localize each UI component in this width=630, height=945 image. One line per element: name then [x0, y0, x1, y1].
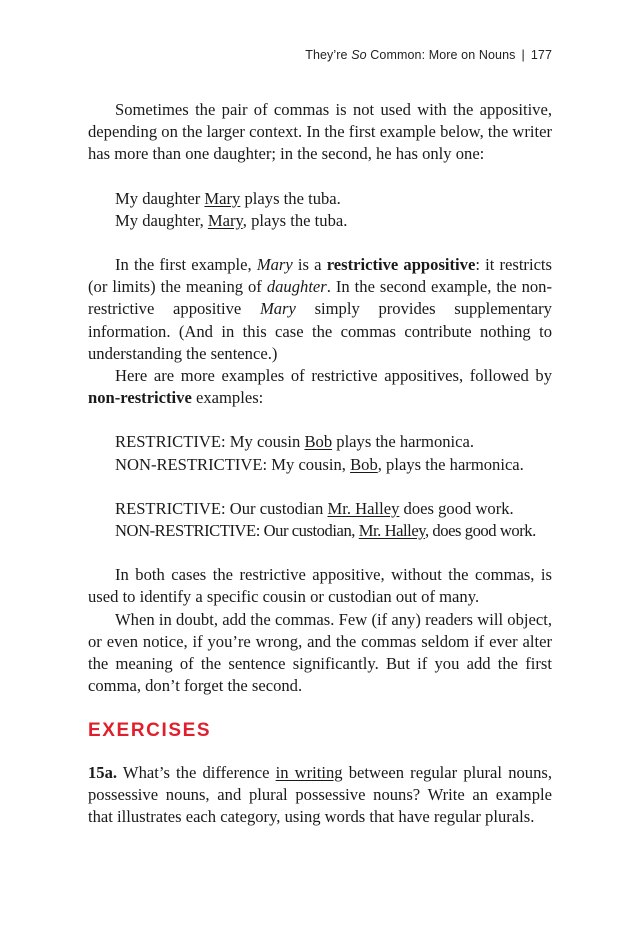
appositive-underlined: Mr. Halley — [358, 521, 426, 541]
appositive-underlined: Mary — [204, 188, 241, 208]
appositive-underlined: Mr. Halley — [327, 498, 400, 518]
example-line: NON-RESTRICTIVE: Our custodian, Mr. Halley, does good work. — [115, 521, 536, 541]
paragraph-both-cases: In both cases the restrictive appositive, without the commas, is used to identify a specific cousin or custodian out of many. — [88, 565, 552, 607]
example-line: RESTRICTIVE: Our custodian Mr. Halley does good work. — [115, 498, 514, 518]
paragraph-restrictive-definition: In the first example, Mary is a restrictive appositive: it restricts (or limits) the meaning of daughter. In the second example, the non-restrictive appositive Mary simply provides supplementary information. (And in this case the commas contribute nothing to understanding the sentence.) — [88, 255, 553, 363]
example-line: My daughter Mary plays the tuba. — [115, 188, 341, 208]
appositive-underlined: Bob — [304, 432, 333, 452]
paragraph-more-examples: Here are more examples of restrictive appositives, followed by non-restrictive examples: — [88, 366, 552, 408]
paragraph-intro: Sometimes the pair of commas is not used with the appositive, depending on the larger context. In the first example below, the writer has more than one daughter; in the second, he has only one: — [88, 100, 552, 164]
running-title: They’re So Common: More on Nouns — [305, 48, 516, 62]
exercise-item: 15a. What’s the difference in writing between regular plural nouns, possessive nouns, and plural possessive nouns? Write an example that illustrates each category, using words that have regular plurals. — [88, 763, 552, 827]
body-text — [88, 99, 552, 697]
exercise-number: 15a. — [88, 763, 118, 782]
emphasis-underlined: in writing — [275, 763, 343, 782]
exercises-heading: EXERCISES — [88, 720, 212, 741]
running-head — [305, 48, 552, 62]
example-line: RESTRICTIVE: My cousin Bob plays the harmonica. — [115, 432, 475, 452]
appositive-underlined: Mary — [207, 210, 243, 230]
example-line: NON-RESTRICTIVE: My cousin, Bob, plays the harmonica. — [115, 454, 524, 474]
appositive-underlined: Bob — [350, 454, 378, 474]
paragraph-when-in-doubt: When in doubt, add the commas. Few (if any) readers will object, or even notice, if you’re wrong, and the commas seldom if ever alter the meaning of the sentence significantly. But if you add the first comma, don’t forget the second. — [88, 609, 552, 696]
example-line: My daughter, Mary, plays the tuba. — [115, 210, 348, 230]
key-term: non-restrictive — [88, 388, 192, 408]
page-number: 177 — [530, 48, 552, 62]
running-head-separator: | — [521, 48, 525, 62]
key-term: restrictive appositive — [326, 255, 476, 275]
